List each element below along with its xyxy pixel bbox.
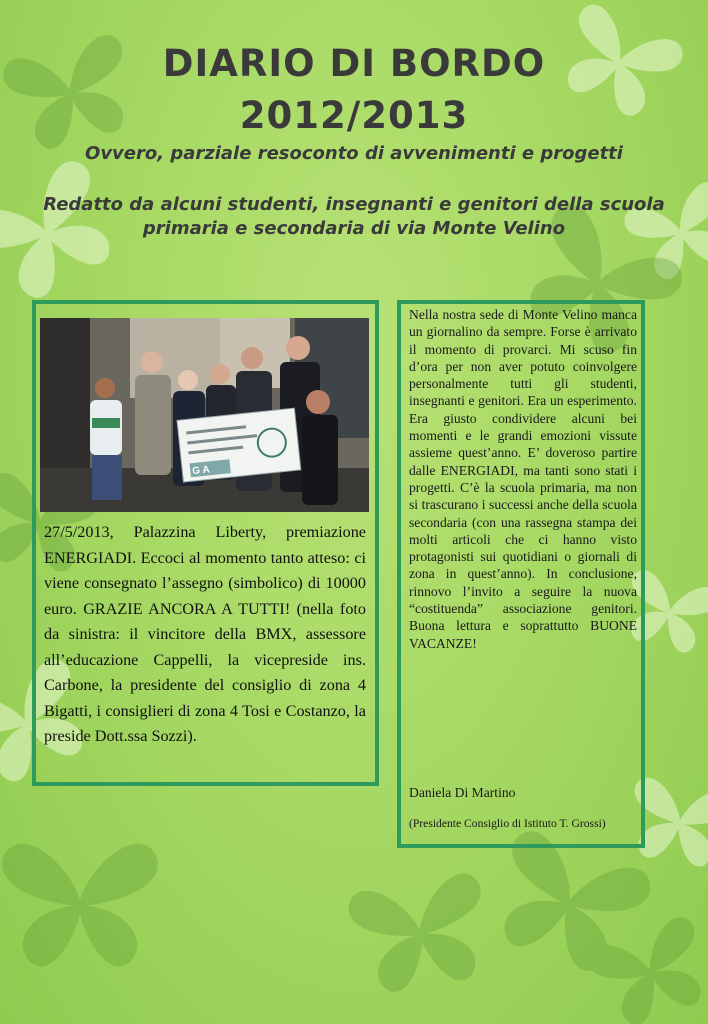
page-title: DIARIO DI BORDO xyxy=(162,42,546,85)
page-subtitle: Ovvero, parziale resoconto di avvenimenti e progetti xyxy=(85,143,623,164)
photo-illustration xyxy=(40,318,369,512)
photo-caption: 27/5/2013, Palazzina Liberty, premiazione ENERGIADI. Eccoci al momento tanto atteso: ci viene consegnato l’assegno (simbolico) di 10000 euro. GRAZIE ANCORA A TUTTI! (nella foto da sinistra: il vincitore della BMX, assessore all’educazione Cappelli, la vicepreside ins. Carbone, la presidente del consiglio di zona 4 Bigatti, i consiglieri di zona 4 Tosi e Costanzo, la preside Dott.ssa Sozzi). xyxy=(44,523,366,745)
editorial-signature-role: (Presidente Consiglio di Istituto T. Grossi) xyxy=(409,817,606,830)
butterfly-icon xyxy=(2,844,158,967)
editorial-text: Nella nostra sede di Monte Velino manca un giornalino da sempre. Forse è arrivato il momento di provarci. Mi scuso fin d’ora per non aver potuto coinvolgere personalmente tutti gli studenti, insegnanti e genitori. Era un esperimento. Era giusto condividere alcuni bei momenti e le grandi emozioni vissute assieme quest’anno. E’ doveroso partire dalle ENERGIADI, ma tanti sono stati i progetti. C’è la scuola primaria, ma non si trascurano i successi anche della scuola secondaria (con una rassegna stampa dei molti articoli che ci hanno visto protagonisti sui quotidiani o giornali di zona in quest’anno). In conclusione, rinnovo l’invito a seguire la nuova “costituenda” associazione genitori. Buona lettura e soprattutto BUONE VACANZE! xyxy=(409,307,637,651)
award-ceremony-photo xyxy=(40,318,369,512)
editorial-signature: Daniela Di Martino xyxy=(409,785,516,800)
page-year: 2012/2013 xyxy=(239,94,469,137)
page-authors: Redatto da alcuni studenti, insegnanti e genitori della scuola primaria e secondaria di via Monte Velino xyxy=(43,194,665,239)
check-label: G A xyxy=(191,464,211,478)
butterfly-icon xyxy=(584,913,708,1024)
butterfly-icon xyxy=(346,871,496,998)
